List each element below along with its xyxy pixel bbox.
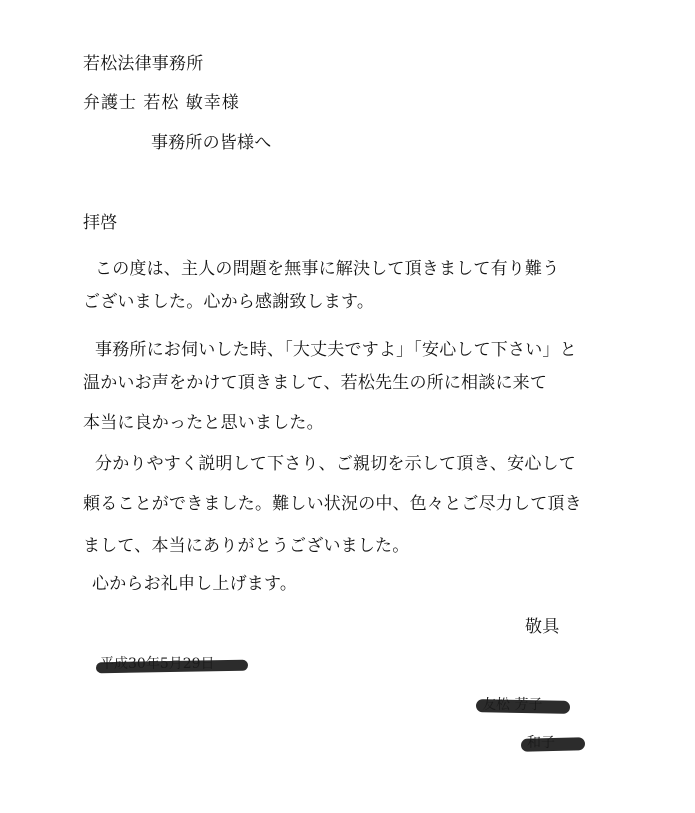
redaction-marker <box>476 699 570 714</box>
body-line: 温かいお声をかけて頂きまして、若松先生の所に相談に来て <box>83 373 548 393</box>
redacted-signature-2 <box>521 733 587 755</box>
closing-keigu: 敬具 <box>525 617 560 637</box>
redaction-marker <box>96 660 248 674</box>
body-line: 心からお礼申し上げます。 <box>92 574 298 594</box>
addressee-staff: 事務所の皆様へ <box>151 133 272 153</box>
redaction-marker <box>521 737 585 752</box>
body-line: 分かりやすく説明して下さり、ご親切を示して頂き、安心して <box>95 454 576 474</box>
body-line: まして、本当にありがとうございました。 <box>83 536 410 556</box>
addressee-lawyer: 弁護士 若松 敏幸様 <box>83 93 240 113</box>
body-line: ございました。心から感謝致します。 <box>83 292 375 312</box>
redacted-date <box>96 655 252 675</box>
body-line: 事務所にお伺いした時、「大丈夫ですよ」「安心して下さい」と <box>95 340 577 360</box>
addressee-firm: 若松法律事務所 <box>83 54 204 74</box>
opening-salutation: 拝啓 <box>83 213 118 233</box>
body-line: この度は、主人の問題を無事に解決して頂きまして有り難う <box>95 259 560 279</box>
body-line: 本当に良かったと思いました。 <box>83 413 324 433</box>
body-line: 頼ることができました。難しい状況の中、色々とご尽力して頂き <box>83 494 582 514</box>
redacted-signature-1 <box>476 695 571 717</box>
